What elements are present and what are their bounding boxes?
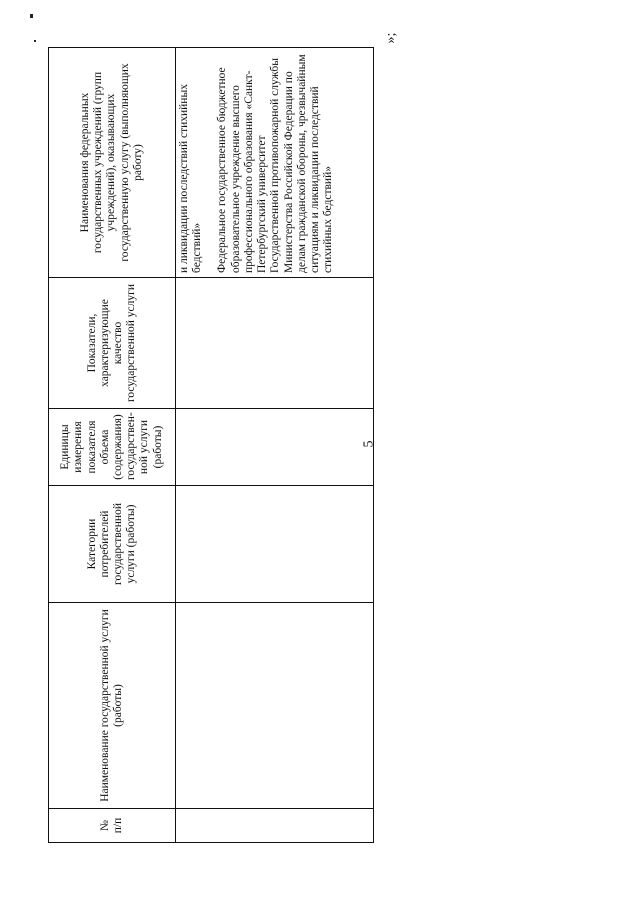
cell-consumer-category [176, 486, 374, 603]
table-header-row [49, 48, 176, 843]
header-consumer-category: Категории потребителей государственной услуги (работы) [49, 486, 176, 603]
services-table-container [48, 48, 374, 843]
header-num: № п/п [49, 809, 176, 843]
institution-continuation-text: и ликвидации последствий стихийных бедствий» [178, 84, 204, 273]
table-row [176, 48, 374, 843]
header-volume-unit: Единицы измерения показателя объема (содержания) государствен-ной услуги (работы) [49, 409, 176, 486]
closing-quote-mark: »; [383, 32, 399, 44]
cell-service-name [176, 603, 374, 809]
services-table [48, 47, 374, 843]
page-number: 5 [361, 440, 377, 448]
cell-quality-indicators [176, 278, 374, 409]
header-service-name: Наименование государственной услуги (работы) [49, 603, 176, 809]
cell-num [176, 809, 374, 843]
header-quality-indicators: Показатели, характеризующие качество государственной услуги [49, 278, 176, 409]
cell-institutions [176, 48, 374, 278]
scan-speck [30, 14, 33, 18]
cell-volume-unit [176, 409, 374, 486]
institution-name-text: Федеральное государственное бюджетное образовательное учреждение высшего профессионального образования «Санкт-Петербургский университет Государственной противопожарной службы Министерства Российской Федерации по делам гражданской обороны, чрезвычайным ситуациям и ликвидации последствий стихийных бедствий» [216, 54, 335, 273]
scan-speck [34, 40, 36, 42]
header-institutions: Наименования федеральных государственных учреждений (групп учреждений), оказывающих государственную услугу (выполняющих работу) [49, 48, 176, 278]
